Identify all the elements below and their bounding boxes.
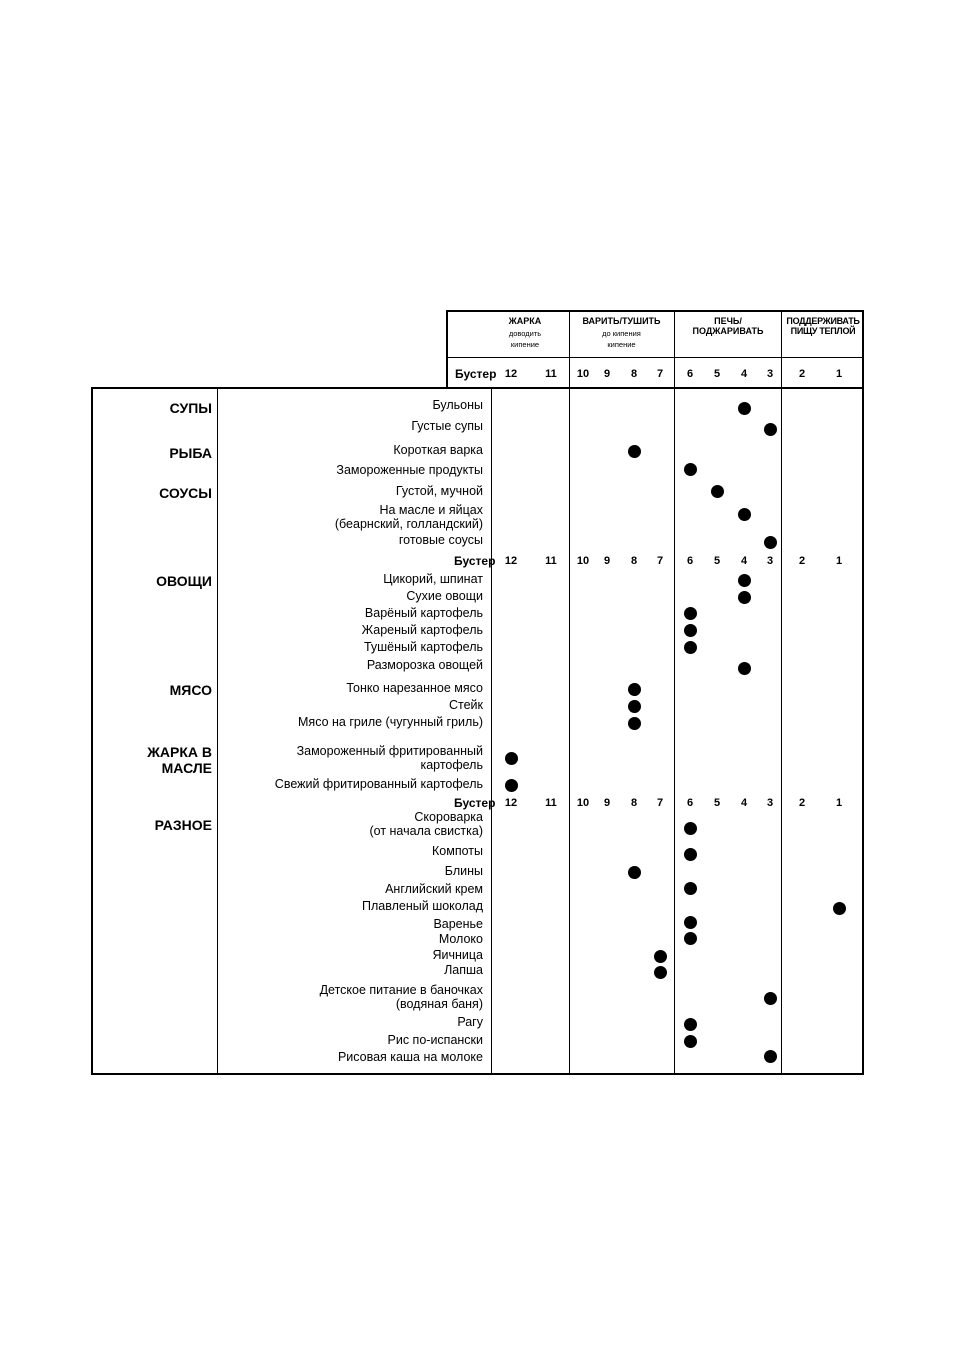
level-number: 12 — [504, 797, 518, 809]
food-item-label: Стейк — [448, 698, 483, 712]
level-number: 11 — [545, 797, 557, 809]
food-item-label: Скороварка (от начала свистка) — [369, 810, 483, 838]
food-item-label: Жареный картофель — [361, 623, 483, 637]
level-number: 6 — [686, 555, 694, 567]
category-deep-fry: ЖАРКА В МАСЛЕ — [147, 744, 212, 776]
level-marker — [654, 966, 667, 979]
level-number: 5 — [713, 797, 721, 809]
level-number: 3 — [766, 555, 774, 567]
food-item-label: Замороженный фритированный картофель — [296, 744, 483, 772]
level-number: 1 — [835, 368, 843, 380]
column-separator — [781, 310, 782, 1075]
level-number: 9 — [603, 797, 611, 809]
food-item-label: Рагу — [457, 1015, 483, 1029]
level-marker — [764, 992, 777, 1005]
food-item-label: Мясо на гриле (чугунный гриль) — [298, 715, 483, 729]
food-item-label: Густой, мучной — [395, 484, 483, 498]
table-right-border — [862, 310, 864, 1075]
level-number: 6 — [686, 368, 694, 380]
group-subtitle-boil: до кипения кипение — [602, 329, 641, 349]
food-item-label: Рис по-испански — [387, 1033, 483, 1047]
food-item-label: Свежий фритированный картофель — [274, 777, 483, 791]
level-number: 8 — [630, 368, 638, 380]
food-item-label: Варёный картофель — [364, 606, 483, 620]
column-separator — [569, 310, 570, 1075]
food-item-label: Английский крем — [385, 882, 483, 896]
food-item-label: Сухие овощи — [406, 589, 483, 603]
level-number: 10 — [576, 797, 590, 809]
category-vegetables: ОВОЩИ — [156, 573, 212, 589]
column-separator — [217, 389, 218, 1075]
level-marker — [684, 822, 697, 835]
level-marker — [711, 485, 724, 498]
category-sauces: СОУСЫ — [159, 485, 212, 501]
category-meat: МЯСО — [169, 682, 212, 698]
level-marker — [654, 950, 667, 963]
level-number: 7 — [656, 555, 664, 567]
level-number: 1 — [835, 555, 843, 567]
level-marker — [764, 1050, 777, 1063]
level-marker — [684, 882, 697, 895]
group-title-keep-warm: ПОДДЕРЖИВАТЬ ПИЩУ ТЕПЛОЙ — [786, 316, 860, 336]
category-soups: СУПЫ — [169, 400, 212, 416]
level-number: 4 — [740, 368, 748, 380]
food-item-label: Варенье — [433, 917, 483, 931]
category-misc: РАЗНОЕ — [154, 817, 212, 833]
food-item-label: Тушёный картофель — [363, 640, 483, 654]
level-number: 12 — [504, 368, 518, 380]
food-item-label: Яичница — [432, 948, 483, 962]
level-marker — [628, 717, 641, 730]
level-marker — [738, 402, 751, 415]
food-item-label: Лапша — [444, 963, 483, 977]
column-separator — [491, 389, 492, 1075]
food-item-label: Детское питание в баночках (водяная баня) — [319, 983, 483, 1011]
table-top-border — [91, 387, 864, 389]
category-fish: РЫБА — [169, 445, 212, 461]
level-marker — [684, 624, 697, 637]
level-number: 11 — [545, 555, 557, 567]
level-number: 3 — [766, 368, 774, 380]
level-number: 5 — [713, 555, 721, 567]
level-marker — [738, 574, 751, 587]
level-marker — [628, 700, 641, 713]
level-marker — [628, 445, 641, 458]
column-separator — [674, 310, 675, 1075]
level-number: 2 — [798, 368, 806, 380]
level-number: 12 — [504, 555, 518, 567]
level-number: 7 — [656, 368, 664, 380]
food-item-label: Тонко нарезанное мясо — [346, 681, 483, 695]
level-marker — [738, 508, 751, 521]
level-marker — [684, 916, 697, 929]
buster-label: Бустер — [455, 367, 497, 381]
food-item-label: На масле и яйцах (беарнский, голландский) — [334, 503, 483, 531]
level-marker — [738, 662, 751, 675]
table-left-border — [91, 387, 93, 1075]
header-left-border — [446, 310, 448, 389]
food-item-label: Бульоны — [432, 398, 483, 412]
buster-label: Бустер — [454, 796, 496, 810]
level-marker — [684, 1018, 697, 1031]
level-marker — [684, 463, 697, 476]
level-number: 1 — [835, 797, 843, 809]
level-marker — [628, 683, 641, 696]
group-subtitle-fry: доводить кипение — [508, 329, 542, 349]
level-marker — [505, 779, 518, 792]
group-title-bake: ПЕЧЬ/ ПОДЖАРИВАТЬ — [692, 316, 764, 336]
level-marker — [684, 932, 697, 945]
food-item-label: Замороженные продукты — [336, 463, 483, 477]
level-number: 2 — [798, 555, 806, 567]
level-number: 3 — [766, 797, 774, 809]
level-number: 9 — [603, 555, 611, 567]
level-marker — [505, 752, 518, 765]
header-mid-border — [446, 357, 864, 358]
level-marker — [684, 1035, 697, 1048]
level-number: 10 — [576, 368, 590, 380]
group-title-boil: ВАРИТЬ/ТУШИТЬ — [582, 316, 661, 326]
level-number: 6 — [686, 797, 694, 809]
level-marker — [684, 607, 697, 620]
level-number: 10 — [576, 555, 590, 567]
level-number: 8 — [630, 555, 638, 567]
level-number: 11 — [545, 368, 557, 380]
food-item-label: Короткая варка — [393, 443, 483, 457]
level-number: 8 — [630, 797, 638, 809]
level-marker — [738, 591, 751, 604]
level-number: 9 — [603, 368, 611, 380]
table-bottom-border — [91, 1073, 864, 1075]
food-item-label: Рисовая каша на молоке — [337, 1050, 483, 1064]
buster-label: Бустер — [454, 554, 496, 568]
food-item-label: Цикорий, шпинат — [383, 572, 483, 586]
level-marker — [764, 536, 777, 549]
level-number: 2 — [798, 797, 806, 809]
level-marker — [684, 848, 697, 861]
level-number: 7 — [656, 797, 664, 809]
group-title-fry: ЖАРКА — [508, 316, 542, 326]
food-item-label: Густые супы — [411, 419, 483, 433]
food-item-label: готовые соусы — [398, 533, 483, 547]
level-number: 5 — [713, 368, 721, 380]
level-marker — [628, 866, 641, 879]
food-item-label: Компоты — [432, 844, 483, 858]
food-item-label: Молоко — [438, 932, 483, 946]
level-marker — [833, 902, 846, 915]
header-top-border — [446, 310, 864, 312]
level-number: 4 — [740, 555, 748, 567]
food-item-label: Блины — [444, 864, 483, 878]
food-item-label: Плавленый шоколад — [362, 899, 483, 913]
food-item-label: Разморозка овощей — [366, 658, 483, 672]
level-marker — [764, 423, 777, 436]
level-marker — [684, 641, 697, 654]
level-number: 4 — [740, 797, 748, 809]
